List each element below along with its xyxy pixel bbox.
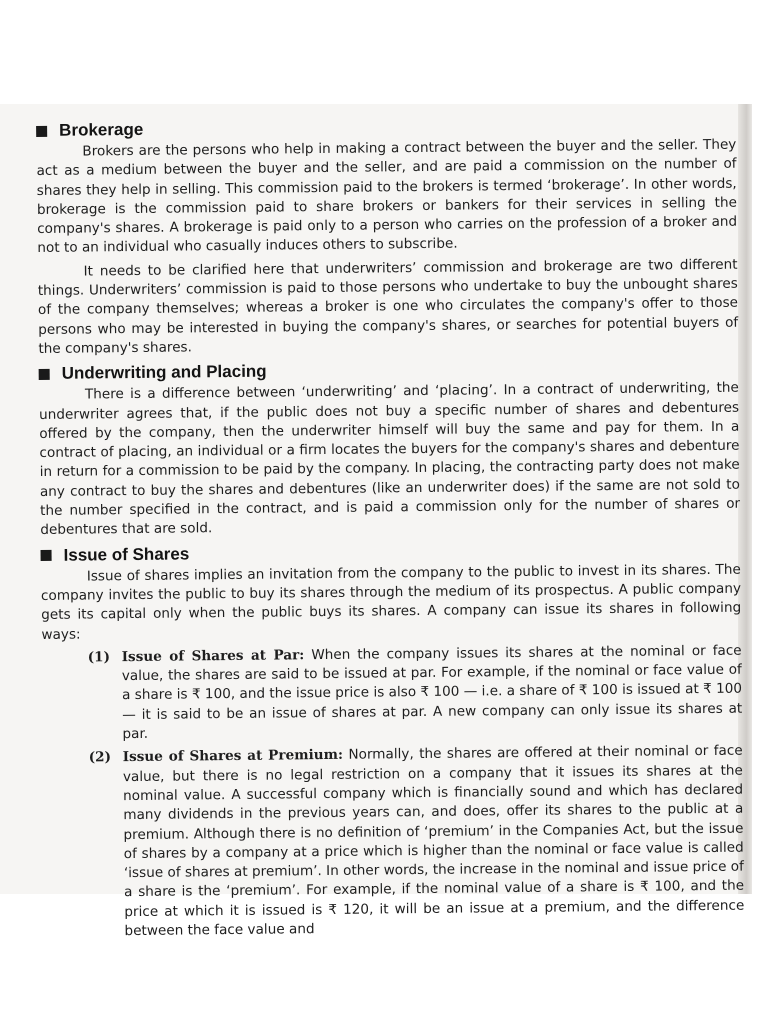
- paragraph: Issue of shares implies an invitation from the company to the public to invest in its shares. The company invites the public to buy its shares through the medium of its prospectus. A public company gets its capital only when the public buys its shares. A company can issue its shares in following ways:: [40, 561, 742, 643]
- section-underwriting-placing: [39, 356, 741, 541]
- bullet-square-icon: [39, 369, 50, 380]
- list-item-title: Issue of Shares at Par:: [121, 647, 305, 665]
- heading-text: Brokerage: [59, 119, 144, 140]
- list-number: (1): [87, 649, 111, 666]
- heading-text: Underwriting and Placing: [61, 361, 267, 384]
- list-number: (2): [88, 749, 112, 766]
- list-item: [42, 641, 743, 745]
- page-text: [36, 111, 745, 947]
- list-item-text: Normally, the shares are offered at their nominal or face value, but there is no legal restriction on a company that it issues its shares at the nominal value. A successful company which is financially sound and which has declared many dividends in the previous years can, and does, offer its shares to the public at a premium. Although there is no definition of ‘premium’ in the Companies Act, but the issue of shares by a company at a price which is higher than the nominal or face value is called ‘issue of shares at premium’. In other words, the increase in the nominal and issue price of a share is the ‘premium’. For example, if the nominal value of a share is ₹ 100, and the price at which it is issued is ₹ 120, it will be an issue at a premium, and the difference between the face value and: [122, 742, 745, 940]
- bullet-square-icon: [36, 125, 47, 136]
- list-item-body: [123, 742, 745, 941]
- numbered-list: [42, 641, 745, 942]
- paragraph: It needs to be clarified here that underwriters’ commission and brokerage are two different things. Underwriters’ commission is paid to those persons who undertake to buy the unbought shares of the company themselves; whereas a broker is one who circulates the company's offer to those persons who may be interested in buying the company's shares, or searches for potential buyers of the company's shares.: [37, 256, 739, 357]
- heading-text: Issue of Shares: [63, 544, 190, 565]
- list-item: [43, 742, 745, 942]
- list-item-text: When the company issues its shares at the nominal or face value, the shares are said to be issued at par. For example, if the nominal or face value of a share is ₹ 100, and the issue price is also ₹ 100 — i.e. a share of ₹ 100 is issued at ₹ 100 — it is said to be an issue of shares at par. A new company can only issue its shares at par.: [121, 642, 743, 743]
- list-item-body: [122, 641, 743, 744]
- list-item-title: Issue of Shares at Premium:: [122, 747, 344, 766]
- section-issue-of-shares: [40, 537, 744, 942]
- section-brokerage: [36, 113, 738, 360]
- bullet-square-icon: [41, 550, 52, 561]
- paragraph: There is a difference between ‘underwriting’ and ‘placing’. In a contract of underwriting, the underwriter agrees that, if the public does not buy a specific number of shares and debentures offered by the company, then the underwriter himself will buy the same and pay for them. In a contract of placing, an individual or a firm locates the buyers for the company's shares and debenture in return for a commission to be paid by the company. In placing, the contracting party does not make any contract to buy the shares and debentures (like an underwriter does) if the same are not sold to the number specified in the contract, and is paid a commission only for the number of shares or debentures that are sold.: [39, 379, 741, 539]
- paragraph: Brokers are the persons who help in making a contract between the buyer and the seller. They act as a medium between the buyer and the seller, and are paid a commission on the number of shares they help in selling. This commission paid to the brokers is termed ‘brokerage’. In other words, brokerage is the commission paid to share brokers or bankers for their services in selling the company's shares. A brokerage is paid only to a person who carries on the profession of a broker and not to an individual who casually induces others to subscribe.: [36, 136, 738, 257]
